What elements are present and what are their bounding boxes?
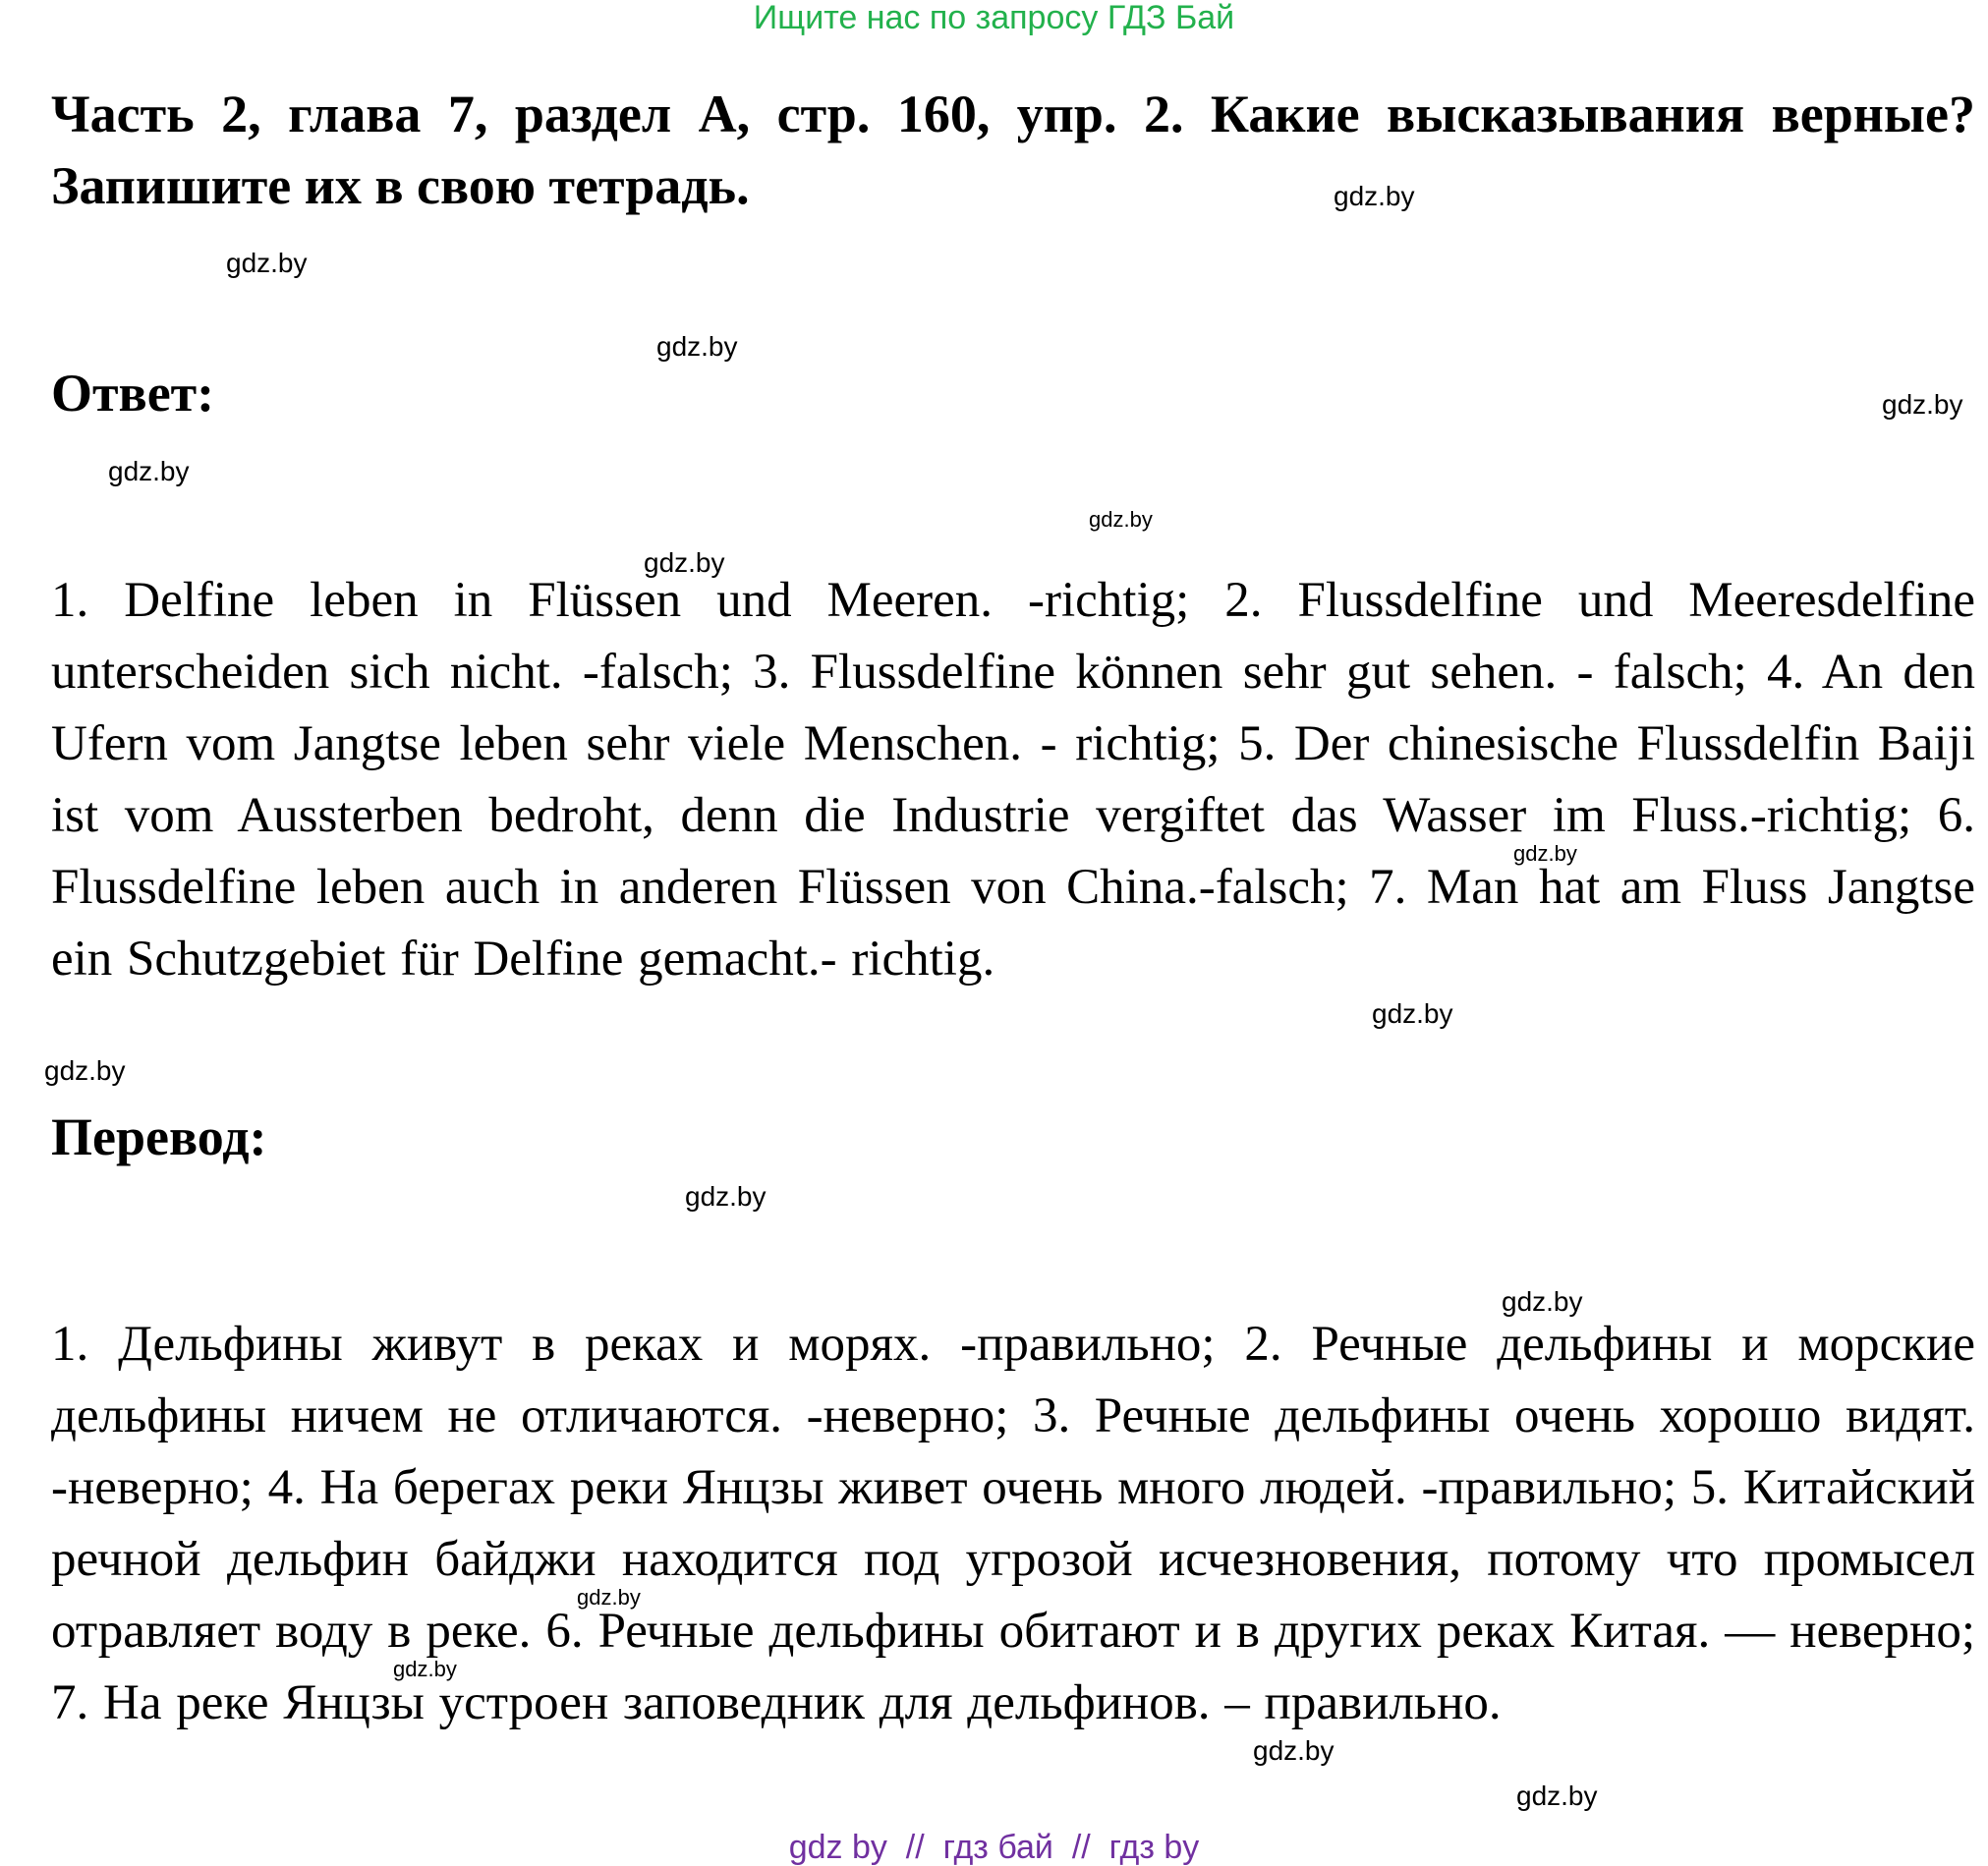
watermark: gdz.by [1253, 1735, 1335, 1766]
search-banner: Ищите нас по запросу ГДЗ Бай [753, 0, 1235, 36]
watermark: gdz.by [1372, 998, 1453, 1029]
watermark: gdz.by [1516, 1781, 1598, 1811]
task-heading: Часть 2, глава 7, раздел А, стр. 160, упр. 2. Какие высказывания верные? Запишите их в свою тетрадь. [51, 85, 1975, 215]
answer-text: 1. Delfine leben in Flüssen und Meeren. -richtig; 2. Flussdelfine und Meeresdelfine unterscheiden sich nicht. -falsch; 3. Flussdelfine können sehr gut sehen. - falsch; 4. An den Ufern vom Jangtse leben sehr viele Menschen. - richtig; 5. Der chinesische Flussdelfin Baiji ist vom Aussterben bedroht, denn die Industrie vergiftet das Wasser im Fluss.-richtig; 6. Flussdelfine leben auch in anderen Flüssen von China.-falsch; 7. Man hat am Fluss Jangtse ein Schutzgebiet für Delfine gemacht.- richtig. [51, 573, 1975, 987]
footer-links: gdz by // гдз бай // гдз by [788, 1829, 1200, 1866]
translation-heading: Перевод: [51, 1107, 267, 1166]
watermark: gdz.by [44, 1055, 126, 1086]
answer-heading: Ответ: [51, 364, 215, 423]
watermark: gdz.by [1089, 507, 1153, 532]
watermark: gdz.by [226, 248, 308, 278]
watermark: gdz.by [644, 547, 725, 578]
watermark: gdz.by [108, 456, 190, 486]
watermark: gdz.by [1513, 841, 1577, 866]
watermark: gdz.by [685, 1181, 767, 1212]
watermark: gdz.by [1334, 181, 1415, 211]
watermark: gdz.by [577, 1585, 641, 1610]
watermark: gdz.by [1502, 1286, 1583, 1317]
watermark: gdz.by [656, 331, 738, 362]
translation-text: 1. Дельфины живут в реках и морях. -правильно; 2. Речные дельфины и морские дельфины ничем не отличаются. -неверно; 3. Речные дельфины очень хорошо видят. -неверно; 4. На берегах реки Янцзы живет очень много людей. -правильно; 5. Китайский речной дельфин байджи находится под угрозой исчезновения, потому что промысел отравляет воду в реке. 6. Речные дельфины обитают и в других реках Китая. — неверно; 7. На реке Янцзы устроен заповедник для дельфинов. – правильно. [51, 1317, 1975, 1730]
watermark: gdz.by [393, 1657, 457, 1681]
watermark: gdz.by [1882, 389, 1963, 420]
